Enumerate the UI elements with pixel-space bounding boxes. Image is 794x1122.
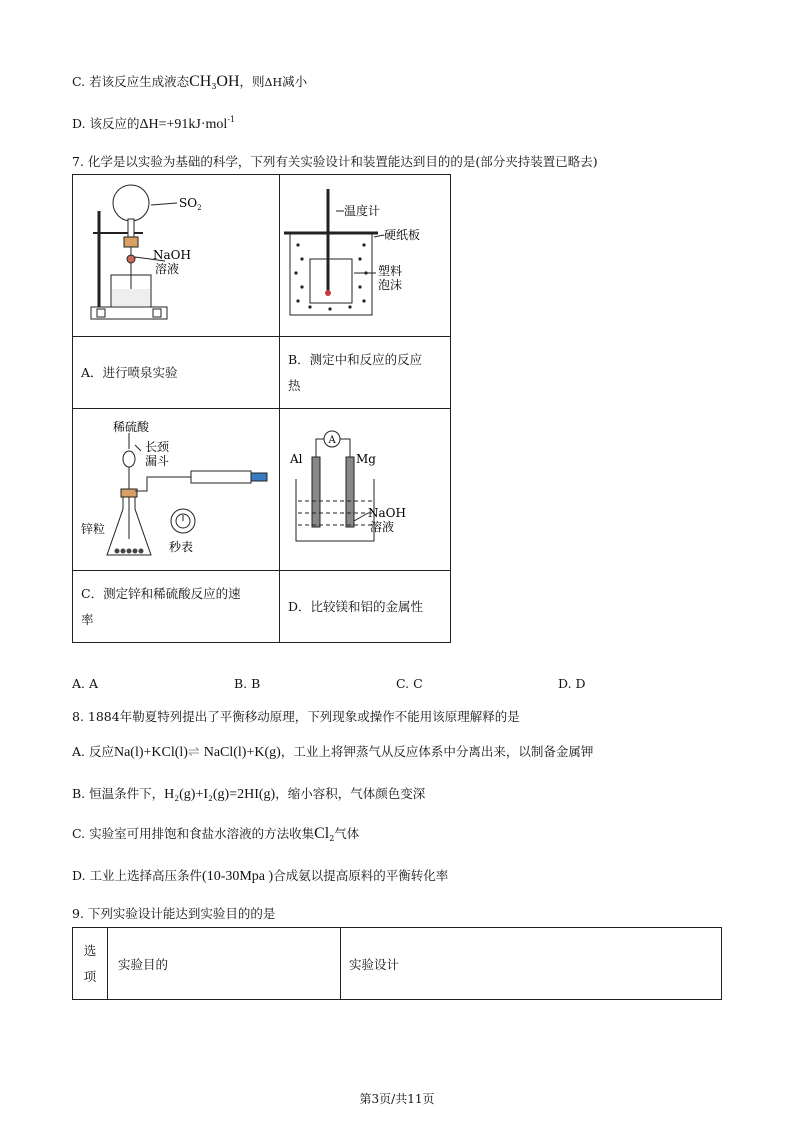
apparatus-c-figure bbox=[73, 409, 280, 571]
q8-option-a: A. 反应Na(l)+KCl(l)⇌ NaCl(l)+K(g)，工业上将钾蒸气从反应体系中分离出来，以制备金属钾 bbox=[72, 744, 594, 760]
option-b-caption: B．测定中和反应的反应 热 bbox=[288, 351, 423, 393]
zinc-label: 锌粒 bbox=[81, 522, 106, 536]
plastic-label: 塑料 bbox=[378, 264, 403, 278]
ammeter-icon: A bbox=[328, 435, 336, 446]
apparatus-d-figure bbox=[280, 409, 451, 571]
q8-option-c: C. 实验室可用排饱和食盐水溶液的方法收集$Cl_2$气体 bbox=[72, 825, 360, 843]
option-a-caption: A．进行喷泉实验 bbox=[81, 364, 178, 380]
funnel-label: 漏斗 bbox=[145, 454, 170, 468]
q9-stem: 9. 下列实验设计能达到实验目的的是 bbox=[72, 906, 276, 921]
option-c-caption: C．测定锌和稀硫酸反应的速 率 bbox=[81, 585, 241, 627]
stopwatch-label: 秒表 bbox=[169, 540, 194, 554]
q9-table bbox=[72, 927, 722, 1000]
q8-stem: 8. 1884年勒夏特列提出了平衡移动原理，下列现象或操作不能用该原理解释的是 bbox=[72, 709, 520, 724]
choice-b[interactable]: B. B bbox=[234, 676, 261, 691]
q7-apparatus-table bbox=[72, 174, 451, 643]
dilute-acid-label: 稀硫酸 bbox=[113, 420, 150, 434]
foam-label: 泡沫 bbox=[378, 278, 403, 292]
q9-header-design: 实验设计 bbox=[341, 928, 722, 1000]
fountain-apparatus-diagram bbox=[73, 175, 279, 333]
cardboard-label: 硬纸板 bbox=[384, 228, 421, 242]
naoh-label: NaOH bbox=[153, 248, 191, 262]
long-neck-label: 长颈 bbox=[145, 440, 170, 454]
option-d-cell bbox=[280, 571, 451, 643]
al-label: Al bbox=[290, 452, 303, 466]
q9-header-purpose: 实验目的 bbox=[108, 928, 341, 1000]
q6-option-d: D. 该反应的ΔH=+91kJ·mol$^{-1}$ bbox=[72, 115, 236, 132]
choice-c[interactable]: C. C bbox=[396, 676, 423, 691]
choice-a[interactable]: A. A bbox=[72, 676, 99, 691]
reaction-rate-diagram bbox=[73, 409, 279, 567]
galvanic-cell-diagram bbox=[280, 409, 450, 567]
so2-label: $SO_2$ bbox=[179, 196, 202, 212]
option-b-cell bbox=[280, 337, 451, 409]
q7-stem: 7. 化学是以实验为基础的科学，下列有关实验设计和装置能达到目的的是(部分夹持装置已略去) bbox=[72, 154, 598, 169]
q8-option-b: B. 恒温条件下，H₂(g)+I₂(g)=2HI(g)，缩小容积，气体颜色变深 bbox=[72, 786, 426, 802]
choice-d[interactable]: D. D bbox=[558, 676, 586, 691]
option-c-cell bbox=[73, 571, 280, 643]
option-a-cell bbox=[73, 337, 280, 409]
equilibrium-arrow-icon: ⇌ bbox=[187, 745, 200, 760]
solution-label-d: 溶液 bbox=[370, 520, 395, 534]
q8-option-d: D. 工业上选择高压条件(10-30Mpa )合成氨以提高原料的平衡转化率 bbox=[72, 868, 449, 884]
mg-label: Mg bbox=[356, 452, 376, 466]
apparatus-a-figure bbox=[73, 175, 280, 337]
option-d-caption: D．比较镁和铝的金属性 bbox=[288, 598, 424, 614]
naoh-label-d: NaOH bbox=[368, 506, 406, 520]
page-footer: 第3页/共11页 bbox=[359, 1092, 435, 1106]
calorimeter-diagram bbox=[280, 175, 450, 333]
solution-label: 溶液 bbox=[155, 262, 180, 276]
apparatus-b-figure bbox=[280, 175, 451, 337]
thermometer-label: 温度计 bbox=[344, 204, 381, 218]
q9-header-option: 选 项 bbox=[73, 928, 108, 1000]
q6-option-c: C. 若该反应生成液态$CH_3OH$，则ΔH减小 bbox=[72, 73, 308, 91]
